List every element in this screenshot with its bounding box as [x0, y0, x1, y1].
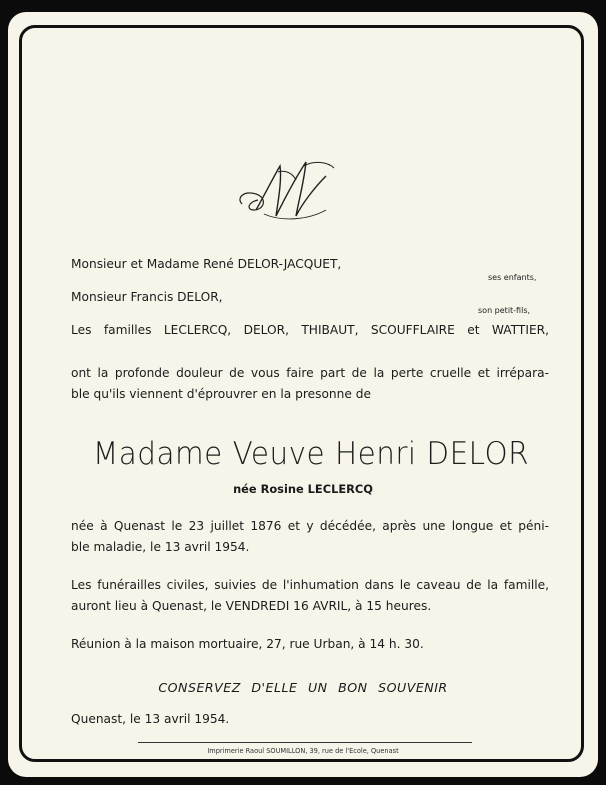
monogram-m-icon: [234, 152, 344, 224]
reunion-line: Réunion à la maison mortuaire, 27, rue Urban, à 14 h. 30.: [71, 637, 424, 651]
grandson-line: Monsieur Francis DELOR,: [71, 290, 223, 304]
families-line: Les familles LECLERCQ, DELOR, THIBAUT, SCOUFFLAIRE et WATTIER,: [71, 323, 549, 337]
birth-death-line-1: née à Quenast le 23 juillet 1876 et y décédée, après une longue et péni-: [71, 519, 549, 533]
parents-role: ses enfants,: [488, 273, 537, 282]
announcement-line-2: ble qu'ils viennent d'éprouvrer en la presonne de: [71, 387, 371, 401]
funeral-line-1: Les funérailles civiles, suivies de l'inhumation dans le caveau de la famille,: [71, 578, 549, 592]
maiden-name: née Rosine LECLERCQ: [233, 482, 373, 496]
date-line: Quenast, le 13 avril 1954.: [71, 712, 230, 726]
printer-divider: [138, 742, 472, 743]
printer-credit: Imprimerie Raoul SOUMILLON, 39, rue de l'Ecole, Quenast: [207, 747, 399, 755]
death-notice-card: [8, 12, 598, 777]
funeral-line-2: auront lieu à Quenast, le VENDREDI 16 AVRIL, à 15 heures.: [71, 599, 432, 613]
deceased-name: Madame Veuve Henri DELOR: [92, 436, 530, 472]
souvenir-line: CONSERVEZ D'ELLE UN BON SOUVENIR: [158, 680, 448, 695]
parents-line: Monsieur et Madame René DELOR-JACQUET,: [71, 257, 342, 271]
grandson-role: son petit-fils,: [478, 306, 531, 315]
announcement-line-1: ont la profonde douleur de vous faire part de la perte cruelle et irrépara-: [71, 366, 549, 380]
birth-death-line-2: ble maladie, le 13 avril 1954.: [71, 540, 250, 554]
